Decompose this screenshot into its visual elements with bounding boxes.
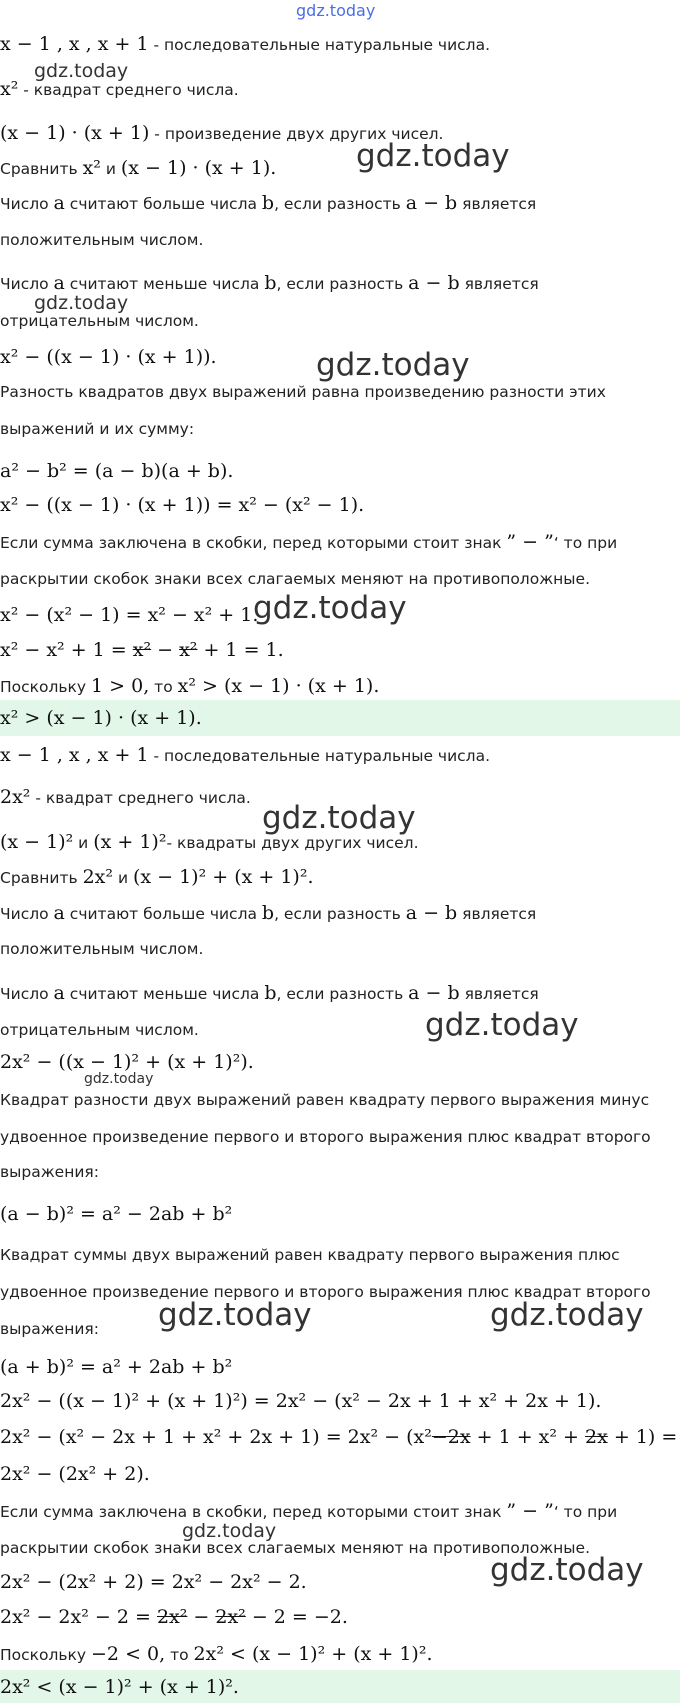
- text-line: выражения:: [0, 1320, 99, 1338]
- text-line: удвоенное произведение первого и второго выражения плюс квадрат второго: [0, 1283, 651, 1301]
- text-line: выражений и их сумму:: [0, 420, 195, 438]
- text: - квадрат среднего числа.: [18, 81, 239, 99]
- math-expression: a: [53, 272, 65, 294]
- text: ‘ то при: [553, 1503, 618, 1521]
- text: то: [165, 1646, 194, 1664]
- text: Сравнить: [0, 160, 83, 178]
- answer: 2x² < (x − 1)² + (x + 1)².: [0, 1676, 239, 1698]
- math-expression: (x − 1)² + (x + 1)².: [132, 866, 314, 888]
- text-line: удвоенное произведение первого и второго выражения плюс квадрат второго: [0, 1128, 651, 1146]
- text-line: выражения:: [0, 1163, 99, 1181]
- text: , если разность: [276, 275, 409, 293]
- text: является: [457, 905, 537, 923]
- text-line: [0, 157, 680, 180]
- text-line: раскрытии скобок знаки всех слагаемых меняют на противоположные.: [0, 1539, 590, 1557]
- math-expression: a: [53, 902, 65, 924]
- text-line: отрицательным числом.: [0, 1021, 199, 1039]
- math-expression: ” − ”: [506, 1500, 554, 1522]
- text-line: [0, 675, 680, 698]
- math-expression: ” − ”: [506, 531, 554, 553]
- watermark: gdz.today: [84, 1071, 154, 1087]
- watermark: gdz.today: [253, 590, 407, 626]
- text-line: [0, 192, 680, 215]
- text-line: [0, 831, 680, 854]
- math-expression: 2x²: [82, 866, 114, 888]
- math-expression: x − 1 , x , x + 1: [0, 33, 149, 55]
- text: Число: [0, 985, 54, 1003]
- text-line: [0, 902, 680, 925]
- math-expression: a: [53, 192, 65, 214]
- watermark: gdz.today: [296, 1, 376, 20]
- math-line: [0, 1426, 680, 1448]
- math-expression: 2x² − 2x² − 2 =: [0, 1606, 157, 1628]
- text: - последовательные натуральные числа.: [148, 747, 491, 765]
- text: Число: [0, 195, 54, 213]
- math-expression: (x − 1)²: [0, 831, 74, 853]
- math-expression: −2x: [431, 1426, 471, 1448]
- text-line: [0, 1643, 680, 1666]
- text: , если разность: [276, 985, 409, 1003]
- math-line: [0, 639, 680, 661]
- math-expression: x − 1 , x , x + 1: [0, 744, 149, 766]
- math-line: 2x² − ((x − 1)² + (x + 1)²).: [0, 1051, 254, 1073]
- text: и: [113, 869, 133, 887]
- watermark: gdz.today: [158, 1297, 312, 1333]
- math-line: (a − b)² = a² − 2ab + b²: [0, 1203, 233, 1225]
- text: и: [100, 160, 121, 178]
- watermark: gdz.today: [490, 1552, 644, 1588]
- text-line: [0, 982, 680, 1005]
- math-expression: b: [261, 192, 275, 214]
- text-line: раскрытии скобок знаки всех слагаемых меняют на противоположные.: [0, 570, 590, 588]
- text-line: [0, 33, 680, 56]
- math-expression: x² > (x − 1) · (x + 1).: [177, 675, 380, 697]
- text: - последовательные натуральные числа.: [148, 36, 491, 54]
- text: - квадрат среднего числа.: [30, 789, 251, 807]
- math-expression: −: [187, 1606, 216, 1628]
- math-line: 2x² − (2x² + 2).: [0, 1463, 150, 1485]
- math-expression: 2x²: [156, 1606, 188, 1628]
- math-expression: −2 < 0,: [91, 1643, 166, 1665]
- watermark: gdz.today: [262, 800, 416, 836]
- text: Поскольку: [0, 678, 92, 696]
- math-expression: 2x²: [215, 1606, 246, 1628]
- math-line: 2x² − ((x − 1)² + (x + 1)²) = 2x² − (x² − 2x + 1 + x² + 2x + 1).: [0, 1390, 602, 1412]
- math-expression: b: [264, 982, 277, 1004]
- math-expression: 2x²: [0, 786, 31, 808]
- watermark: gdz.today: [34, 292, 129, 314]
- text: - квадраты двух других чисел.: [166, 834, 419, 852]
- text-line: [0, 866, 680, 889]
- math-expression: a: [53, 982, 65, 1004]
- text: является: [459, 985, 539, 1003]
- answer: x² > (x − 1) · (x + 1).: [0, 707, 202, 729]
- text-line: [0, 744, 680, 767]
- text: Поскольку: [0, 1646, 92, 1664]
- watermark: gdz.today: [182, 1520, 277, 1542]
- text: Число: [0, 905, 54, 923]
- math-expression: (x − 1) · (x + 1): [0, 122, 150, 144]
- math-line: x² − ((x − 1) · (x + 1)).: [0, 346, 217, 368]
- math-expression: x²: [82, 157, 101, 179]
- text-line: Квадрат суммы двух выражений равен квадрату первого выражения плюс: [0, 1246, 620, 1264]
- text: считают больше числа: [64, 195, 262, 213]
- text: , если разность: [274, 195, 406, 213]
- text: то: [149, 678, 178, 696]
- math-expression: − 2 = −2.: [245, 1606, 348, 1628]
- math-expression: + 1) =: [607, 1426, 678, 1448]
- text: и: [73, 834, 94, 852]
- watermark: gdz.today: [490, 1297, 644, 1333]
- math-expression: x²: [179, 639, 198, 661]
- text-line: положительным числом.: [0, 940, 204, 958]
- math-line: x² − ((x − 1) · (x + 1)) = x² − (x² − 1).: [0, 494, 365, 516]
- math-expression: 1 > 0,: [91, 675, 150, 697]
- math-line: 2x² − (2x² + 2) = 2x² − 2x² − 2.: [0, 1571, 307, 1593]
- math-expression: 2x: [585, 1426, 608, 1448]
- text: считают меньше числа: [64, 985, 265, 1003]
- text-line: [0, 78, 680, 101]
- text-line: отрицательным числом.: [0, 312, 199, 330]
- text-line: [0, 1500, 680, 1523]
- math-expression: a − b: [405, 902, 458, 924]
- text: является: [459, 275, 539, 293]
- text: считают больше числа: [64, 905, 262, 923]
- math-line: x² − (x² − 1) = x² − x² + 1.: [0, 604, 259, 626]
- text-line: Разность квадратов двух выражений равна произведению разности этих: [0, 383, 606, 401]
- math-expression: a − b: [405, 192, 458, 214]
- math-line: [0, 1606, 680, 1628]
- text: Число: [0, 275, 54, 293]
- text-line: [0, 272, 680, 295]
- text: ‘ то при: [553, 534, 618, 552]
- text: считают меньше числа: [64, 275, 265, 293]
- text: является: [457, 195, 537, 213]
- math-line: (a + b)² = a² + 2ab + b²: [0, 1356, 233, 1378]
- watermark: gdz.today: [316, 347, 470, 383]
- math-expression: a − b: [408, 272, 460, 294]
- text: Сравнить: [0, 869, 83, 887]
- math-line: a² − b² = (a − b)(a + b).: [0, 460, 234, 482]
- watermark: gdz.today: [425, 1007, 579, 1043]
- text-line: положительным числом.: [0, 231, 204, 249]
- math-expression: a − b: [408, 982, 460, 1004]
- math-expression: x²: [0, 78, 19, 100]
- text: - произведение двух других чисел.: [149, 125, 444, 143]
- math-expression: + 1 = 1.: [197, 639, 284, 661]
- math-expression: x²: [132, 639, 152, 661]
- math-expression: (x − 1) · (x + 1).: [120, 157, 277, 179]
- text-line: [0, 122, 680, 145]
- math-expression: −: [151, 639, 180, 661]
- text: , если разность: [274, 905, 406, 923]
- math-expression: 2x² < (x − 1)² + (x + 1)².: [193, 1643, 433, 1665]
- text-line: [0, 531, 680, 554]
- math-expression: x² − x² + 1 =: [0, 639, 133, 661]
- math-expression: b: [261, 902, 275, 924]
- watermark: gdz.today: [34, 60, 129, 82]
- math-expression: + 1 + x² +: [470, 1426, 586, 1448]
- watermark: gdz.today: [356, 138, 510, 174]
- text: Если сумма заключена в скобки, перед которыми стоит знак: [0, 1503, 507, 1521]
- text-line: Квадрат разности двух выражений равен квадрату первого выражения минус: [0, 1091, 650, 1109]
- math-expression: 2x² − (x² − 2x + 1 + x² + 2x + 1) = 2x² − (x²: [0, 1426, 432, 1448]
- text-line: [0, 786, 680, 809]
- math-expression: (x + 1)²: [93, 831, 167, 853]
- math-expression: b: [264, 272, 277, 294]
- text: Если сумма заключена в скобки, перед которыми стоит знак: [0, 534, 507, 552]
